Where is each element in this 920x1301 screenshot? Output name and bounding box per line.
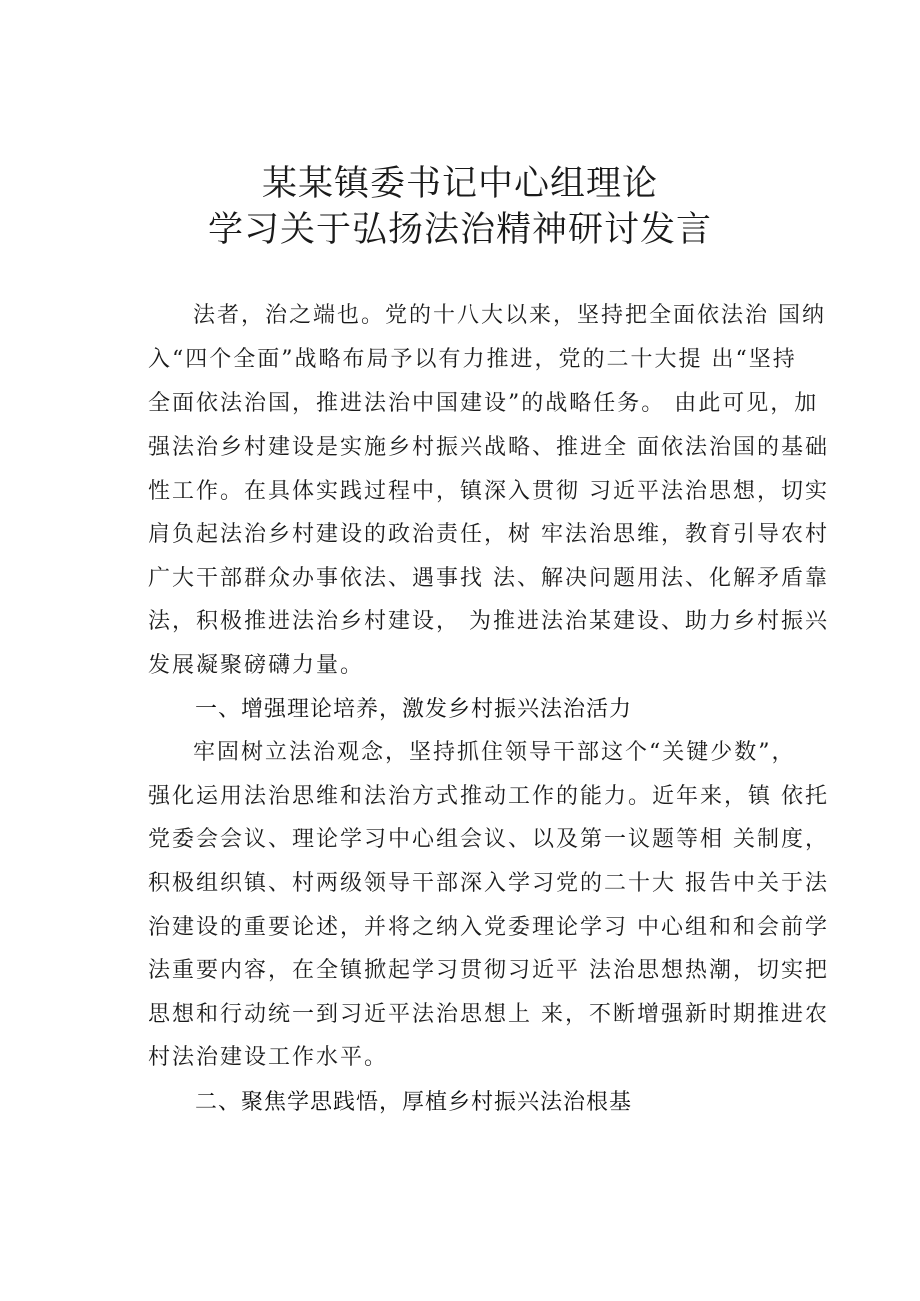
paragraph-1-line: 发展凝聚磅礴力量。 (148, 653, 365, 678)
paragraph-1-line: 法者，治之端也。党的十八大以来，坚持把全面依法治 国纳 (193, 303, 826, 328)
document-title-line-2: 学习关于弘扬法治精神研讨发言 (207, 210, 712, 250)
paragraph-1-line: 入“四个全面”战略布局予以有力推进，党的二十大提 出“坚持 (148, 347, 797, 372)
section-1-line: 村法治建设工作水平。 (148, 1045, 389, 1070)
paragraph-1-line: 法，积极推进法治乡村建设， 为推进法治某建设、助力乡村振兴 (148, 609, 829, 634)
paragraph-1-line: 性工作。在具体实践过程中，镇深入贯彻 习近平法治思想，切实 (148, 479, 829, 504)
section-1-heading: 一、增强理论培养，激发乡村振兴法治活力 (195, 697, 633, 722)
paragraph-1-line: 强法治乡村建设是实施乡村振兴战略、推进全 面依法治国的基础 (148, 435, 829, 460)
section-1-line: 治建设的重要论述，并将之纳入党委理论学习 中心组和和会前学 (148, 915, 829, 940)
section-1-line: 法重要内容，在全镇掀起学习贯彻习近平 法治思想热潮，切实把 (148, 958, 829, 983)
paragraph-1-line: 广大干部群众办事依法、遇事找 法、解决问题用法、化解矛盾靠 (148, 566, 829, 591)
section-1-line: 牢固树立法治观念，坚持抓住领导干部这个“关键少数”， (193, 740, 796, 765)
section-2-heading: 二、聚焦学思践悟，厚植乡村振兴法治根基 (195, 1090, 633, 1115)
section-1-line: 党委会会议、理论学习中心组会议、以及第一议题等相 关制度， (148, 827, 829, 852)
section-1-line: 积极组织镇、村两级领导干部深入学习党的二十大 报告中关于法 (148, 871, 829, 896)
section-1-line: 思想和行动统一到习近平法治思想上 来，不断增强新时期推进农 (148, 1002, 829, 1027)
section-1-line: 强化运用法治思维和法治方式推动工作的能力。近年来，镇 依托 (148, 784, 829, 809)
paragraph-1-line: 全面依法治国，推进法治中国建设”的战略任务。 由此可见，加 (148, 391, 819, 416)
paragraph-1-line: 肩负起法治乡村建设的政治责任，树 牢法治思维，教育引导农村 (148, 522, 829, 547)
document-title-line-1: 某某镇委书记中心组理论 (261, 164, 658, 204)
